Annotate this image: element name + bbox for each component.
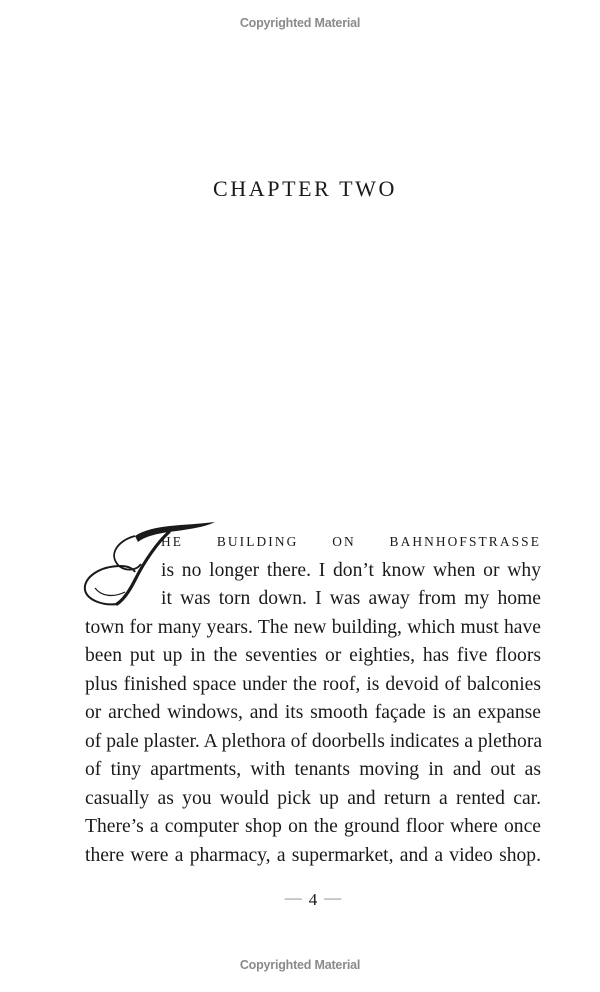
page-number-dash-right: — [324, 888, 342, 907]
page-number [0, 890, 600, 910]
small-caps-opening: HE BUILDING ON BAHNHOFSTRASSE [161, 534, 541, 549]
paragraph-line-9: of tiny apartments, with tenants moving in and out as [85, 759, 541, 780]
copyright-watermark-bottom: Copyrighted Material [239, 958, 361, 972]
chapter-paragraph [85, 527, 541, 870]
paragraph-line-11: There’s a computer shop on the ground floor where once [85, 816, 541, 837]
paragraph-line-3: it was torn down. I was away from my home [161, 588, 541, 609]
page-number-value: 4 [308, 890, 318, 909]
paragraph-line-12: there were a pharmacy, a supermarket, and a video shop. [85, 844, 541, 866]
paragraph-line-6: plus finished space under the roof, is devoid of balconies [85, 673, 541, 695]
paragraph-line-8: of pale plaster. A plethora of doorbells indicates a plethora [85, 730, 543, 752]
page-number-dash-left: — [284, 888, 302, 907]
chapter-title: CHAPTER TWO [212, 176, 398, 201]
paragraph-line-2: is no longer there. I don’t know when or why [161, 559, 541, 581]
paragraph-line-5: been put up in the seventies or eighties, has five floors [85, 645, 541, 666]
paragraph-line-10: casually as you would pick up and return a rented car. [85, 787, 541, 809]
paragraph-line-4: town for many years. The new building, which must have [85, 616, 541, 638]
copyright-watermark-top: Copyrighted Material [239, 16, 361, 30]
paragraph-line-7: or arched windows, and its smooth façade is an expanse [85, 702, 541, 723]
paragraph-line-1 [85, 527, 541, 557]
